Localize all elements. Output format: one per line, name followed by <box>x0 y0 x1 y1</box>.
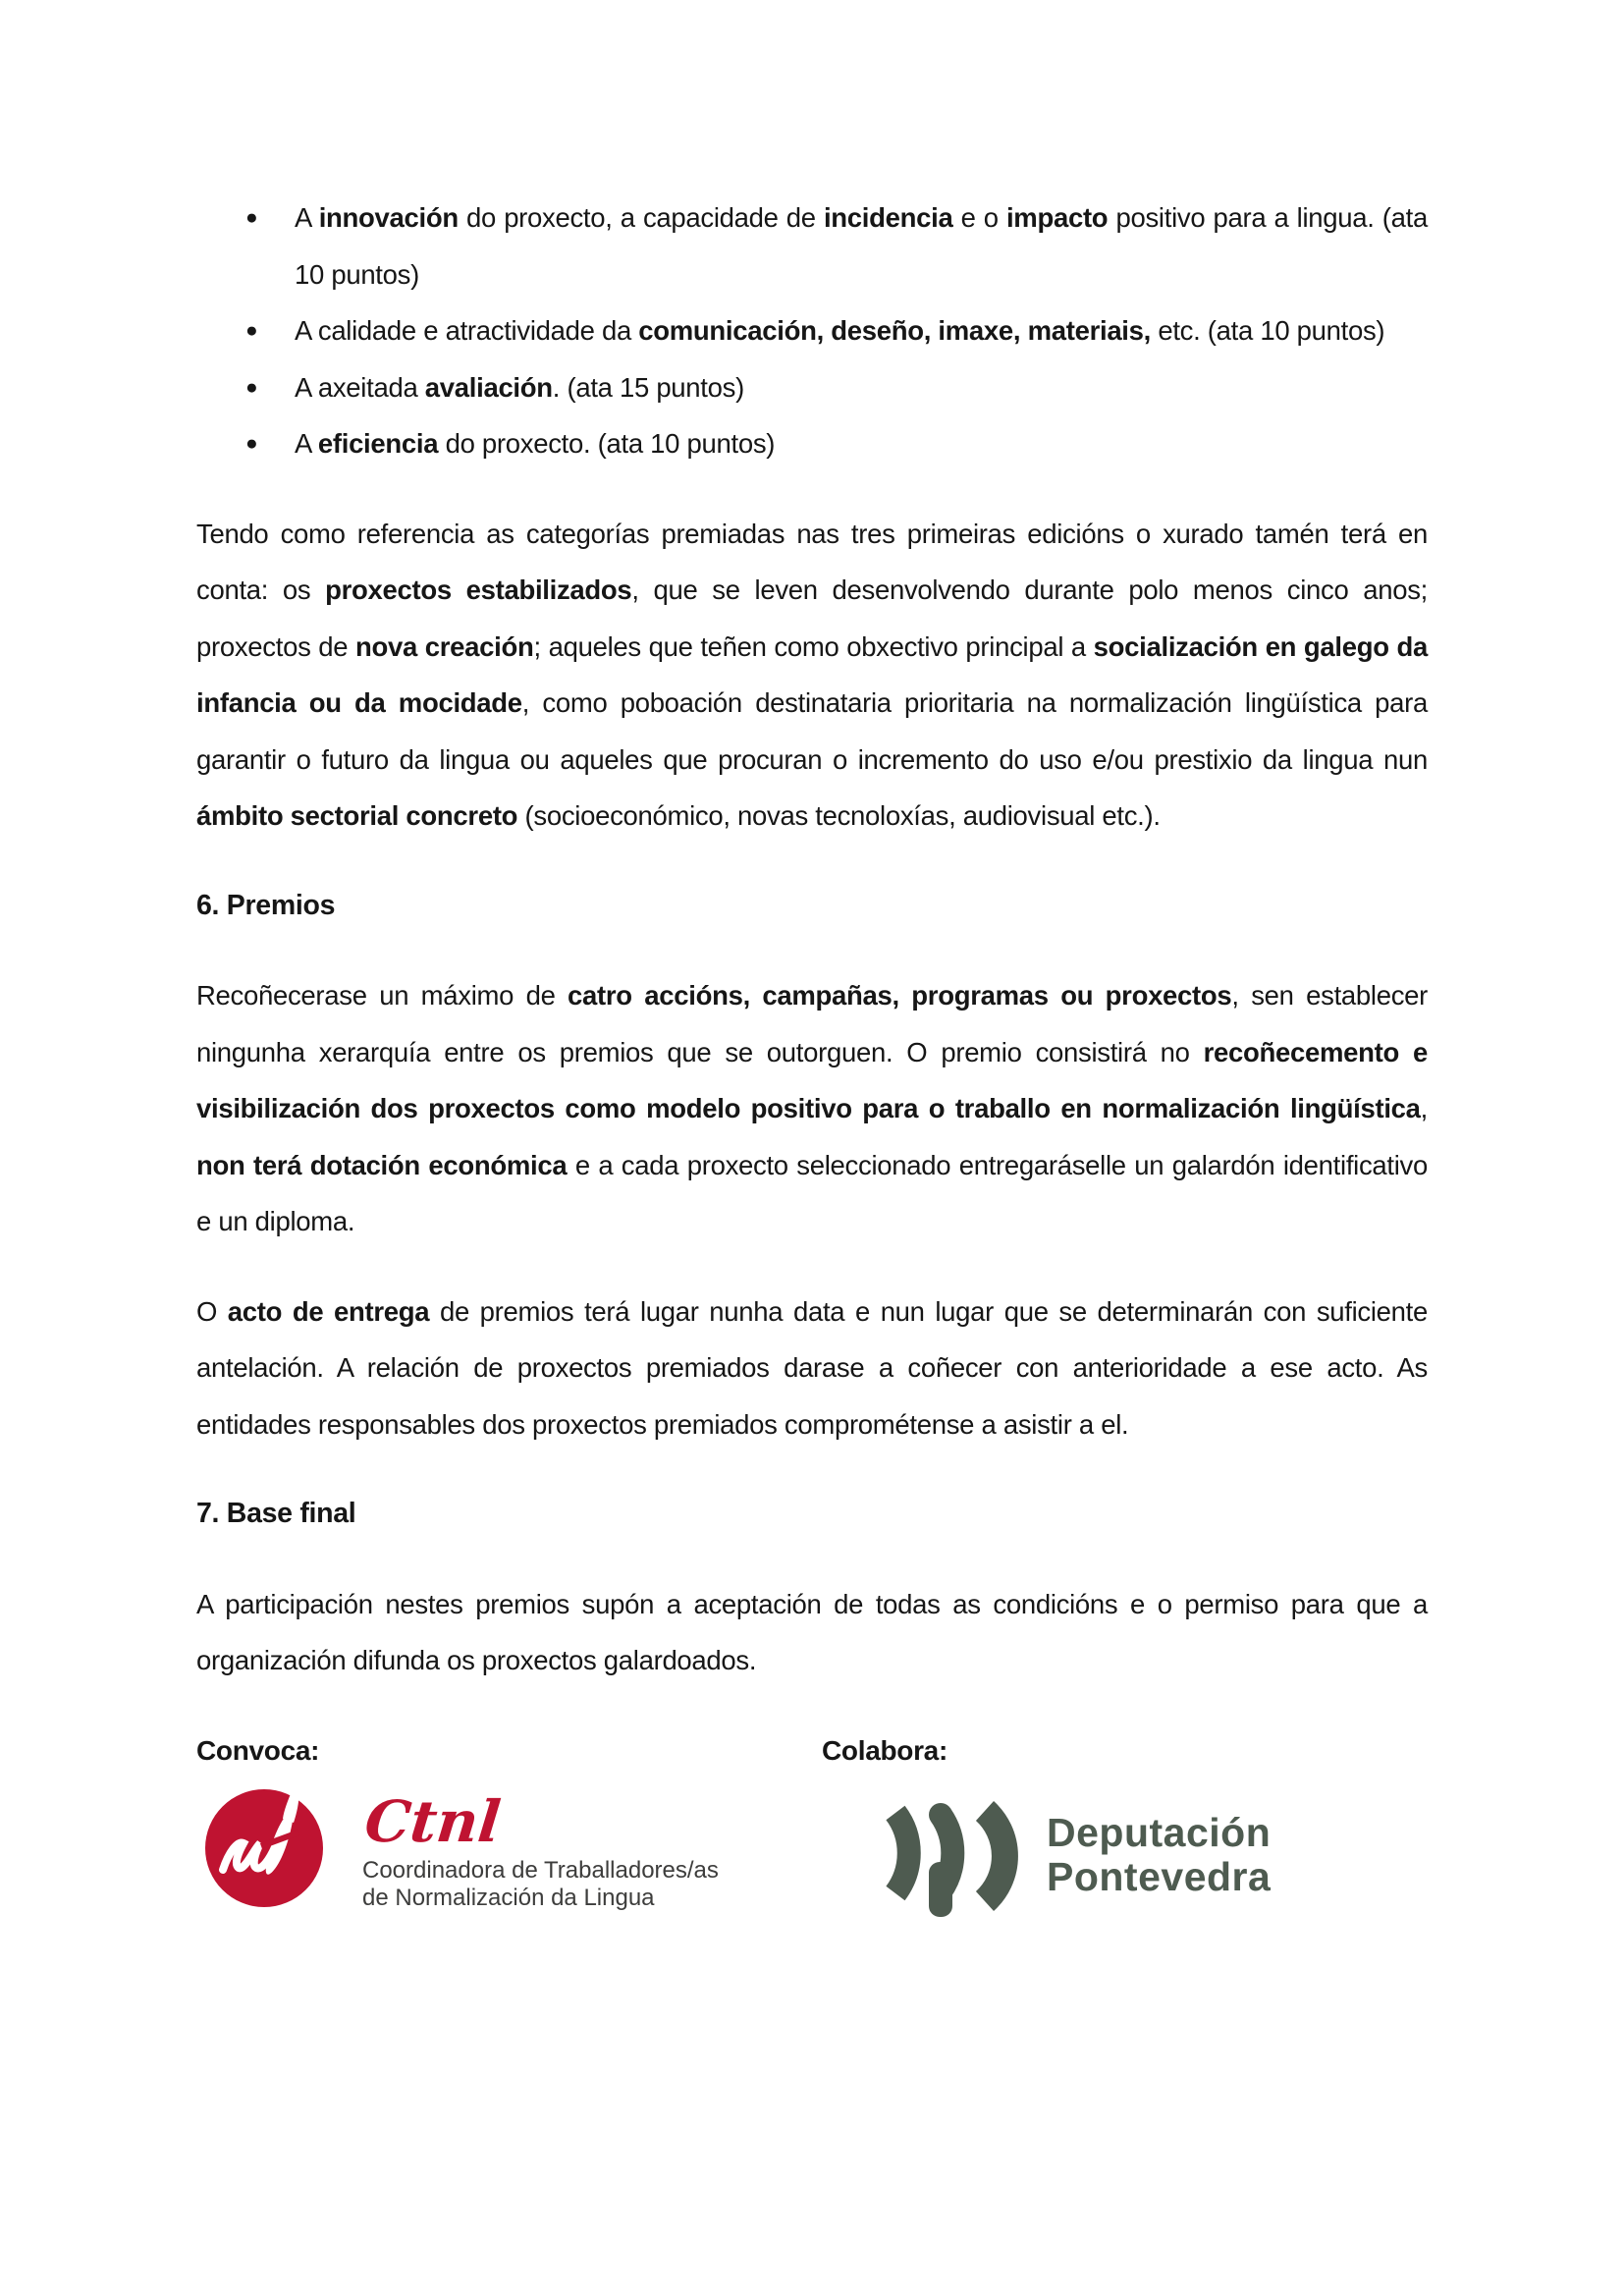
colabora-label: Colabora: <box>822 1734 947 1766</box>
deputacion-pontevedra-logo <box>884 1801 1271 1921</box>
paragraph-premios-1: Recoñecerase un máximo de catro accións, campañas, programas ou proxectos, sen establecer ningunha xerarquía entre os premios que se outorguen. O premio consistirá no recoñecemento e visibilización dos proxectos como modelo positivo para o traballo en normalización lingüística, non terá dotación económica e a cada proxecto seleccionado entregaráselle un galardón identificativo e un diploma. <box>196 980 1429 1236</box>
deputacion-arcs-icon <box>884 1801 1023 1921</box>
paragraph-base-final: A participación nestes premios supón a aceptación de todas as condicións e o permiso para que a organización difunda os proxectos galardoados. <box>196 1588 1428 1675</box>
list-item <box>196 302 1428 359</box>
convoca-label: Convoca: <box>196 1734 320 1766</box>
list-item <box>196 415 1428 472</box>
list-item <box>196 359 1428 416</box>
ctnl-wordmark: Ctnl <box>361 1788 504 1855</box>
list-item-text: A innovación do proxecto, a capacidade de incidencia e o impacto positivo para a lingua. (ata 10 puntos) <box>295 202 1428 290</box>
deputacion-line1: Deputación <box>1047 1810 1272 1855</box>
list-item <box>196 190 1428 302</box>
ctnl-logo <box>205 1789 719 1912</box>
bullet-icon: ● <box>245 206 258 229</box>
sponsor-labels-row <box>196 1722 1428 1779</box>
ctnl-logo-text <box>362 1789 719 1912</box>
list-item-text: A eficiencia do proxecto. (ata 10 puntos) <box>295 428 776 459</box>
paragraph-referencia: Tendo como referencia as categorías premiadas nas tres primeiras edicións o xurado tamén terá en conta: os proxectos estabilizados, que se leven desenvolvendo durante polo menos cinco anos; proxectos de nova creación; aqueles que teñen como obxectivo principal a socialización en galego da infancia ou da mocidade, como poboación destinataria prioritaria na normalización lingüística para garantir o futuro da lingua ou aqueles que procuran o incremento do uso e/ou prestixio da lingua nun ámbito sectorial concreto (socioeconómico, novas tecnoloxías, audiovisual etc.). <box>196 518 1429 831</box>
list-item-text: A axeitada avaliación. (ata 15 puntos) <box>295 371 744 403</box>
deputacion-logo-text <box>1047 1811 1271 1899</box>
bullet-icon: ● <box>245 432 258 455</box>
section-heading-premios: 6. Premios <box>196 889 336 921</box>
criteria-bullet-list <box>196 190 1428 472</box>
ctnl-circle-icon <box>205 1789 323 1907</box>
ctnl-subtitle-line1: Coordinadora de Traballadores/as <box>362 1857 719 1884</box>
deputacion-line2: Pontevedra <box>1047 1854 1272 1899</box>
paragraph-premios-2: O acto de entrega de premios terá lugar nunha data e nun lugar que se determinarán con suficiente antelación. A relación de proxectos premiados darase a coñecer con anterioridade a ese acto. As entidades responsables dos proxectos premiados comprométense a asistir a el. <box>196 1295 1428 1440</box>
document-body <box>196 190 1428 1779</box>
section-heading-base-final: 7. Base final <box>196 1498 356 1529</box>
bullet-icon: ● <box>245 375 258 399</box>
bullet-icon: ● <box>245 319 258 342</box>
list-item-text: A calidade e atractividade da comunicación, deseño, imaxe, materiais, etc. (ata 10 puntos) <box>295 315 1385 346</box>
ctnl-subtitle-line2: de Normalización da Lingua <box>362 1885 655 1911</box>
